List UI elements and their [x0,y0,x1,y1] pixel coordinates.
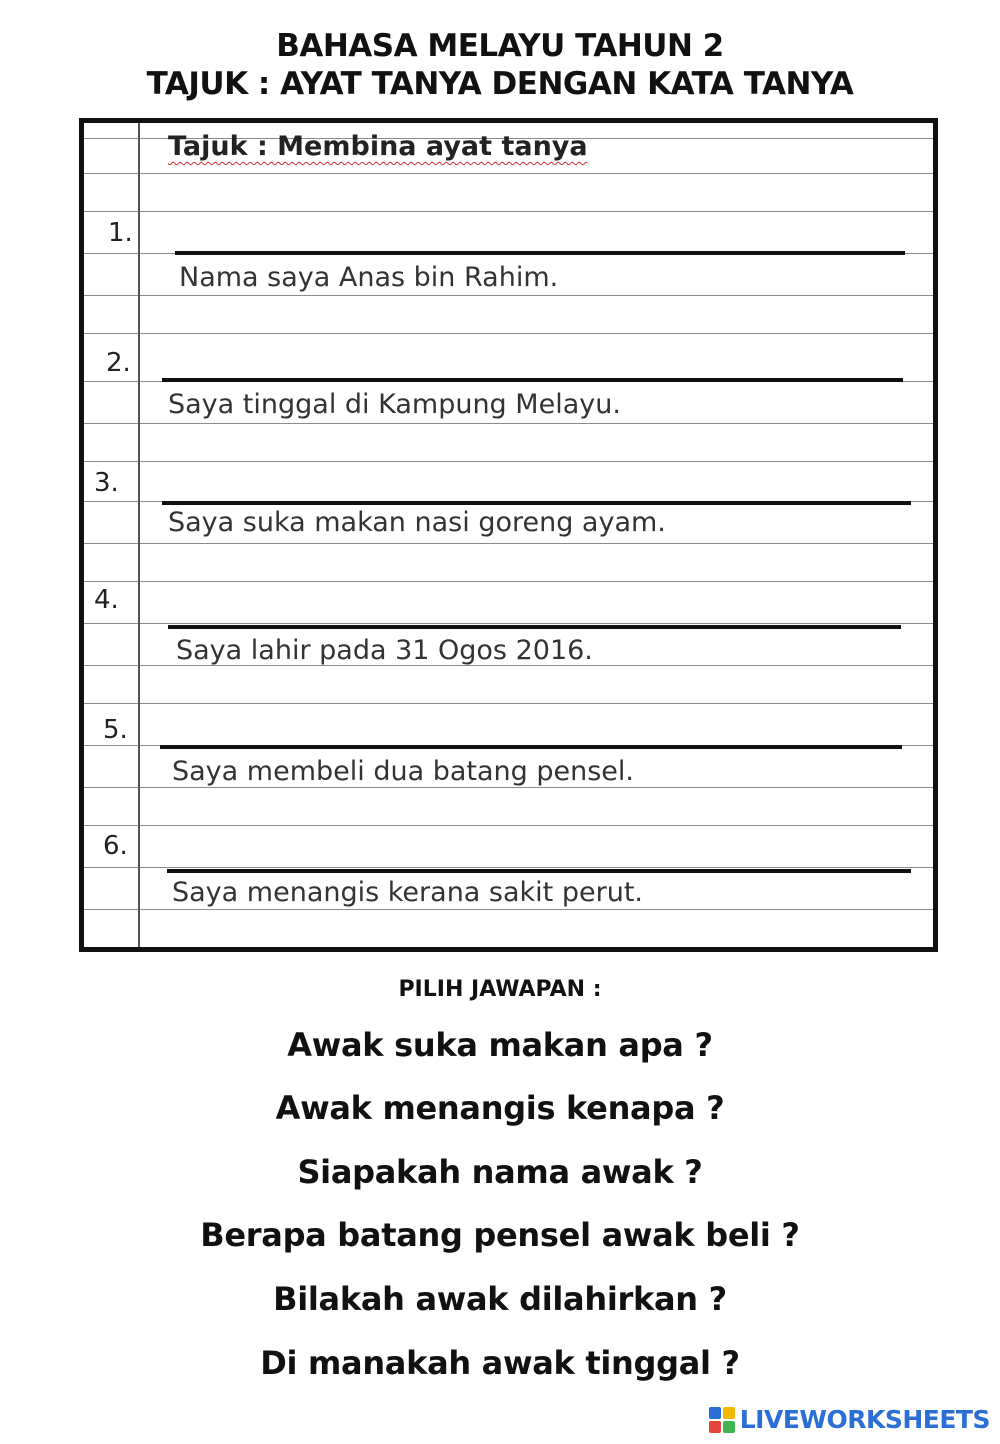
statement-text: Saya membeli dua batang pensel. [172,756,634,787]
ruling-line [84,581,933,582]
liveworksheets-logo-icon [709,1407,735,1433]
logo-square-icon [723,1407,735,1419]
answer-option[interactable]: Siapakah nama awak ? [297,1153,703,1191]
item-number: 2. [106,348,131,378]
ruling-line [84,543,933,544]
ruling-line [84,623,933,624]
statement-text: Saya tinggal di Kampung Melayu. [168,389,621,420]
answer-option[interactable]: Bilakah awak dilahirkan ? [273,1280,727,1318]
item-number: 5. [103,715,128,745]
answer-option[interactable]: Di manakah awak tinggal ? [260,1344,740,1382]
answer-choices-label: PILIH JAWAPAN : [398,977,602,1002]
lined-paper-worksheet [79,118,938,952]
ruling-line [84,423,933,424]
ruling-line [84,787,933,788]
answer-line-5[interactable] [160,745,902,749]
logo-square-icon [709,1421,721,1433]
ruling-line [84,825,933,826]
statement-text: Nama saya Anas bin Rahim. [179,262,559,293]
item-number: 4. [94,585,119,615]
answer-line-4[interactable] [168,625,901,629]
item-number: 3. [94,468,119,498]
statement-text: Saya lahir pada 31 Ogos 2016. [176,635,593,666]
brand-name: LIVEWORKSHEETS [739,1405,990,1434]
statement-text: Saya menangis kerana sakit perut. [172,877,643,908]
ruling-line [84,909,933,910]
worksheet-heading: Tajuk : Membina ayat tanya [168,131,588,162]
ruling-line [84,295,933,296]
ruling-line [84,461,933,462]
answer-line-2[interactable] [162,378,903,382]
logo-square-icon [723,1421,735,1433]
item-number: 1. [108,218,133,248]
worksheet-subtitle: TAJUK : AYAT TANYA DENGAN KATA TANYA [146,66,854,102]
item-number: 6. [103,831,128,861]
logo-square-icon [709,1407,721,1419]
worksheet-title: BAHASA MELAYU TAHUN 2 [276,28,724,64]
ruling-line [84,867,933,868]
answer-line-1[interactable] [175,251,905,255]
ruling-line [84,173,933,174]
answer-option[interactable]: Awak menangis kenapa ? [275,1089,725,1127]
answer-line-6[interactable] [167,869,911,873]
statement-text: Saya suka makan nasi goreng ayam. [168,507,666,538]
liveworksheets-branding [709,1405,990,1434]
answer-option[interactable]: Berapa batang pensel awak beli ? [200,1216,800,1254]
ruling-line [84,703,933,704]
ruling-line [84,333,933,334]
answer-line-3[interactable] [162,501,911,505]
margin-line [138,123,140,947]
answer-option[interactable]: Awak suka makan apa ? [287,1026,713,1064]
ruling-line [84,211,933,212]
